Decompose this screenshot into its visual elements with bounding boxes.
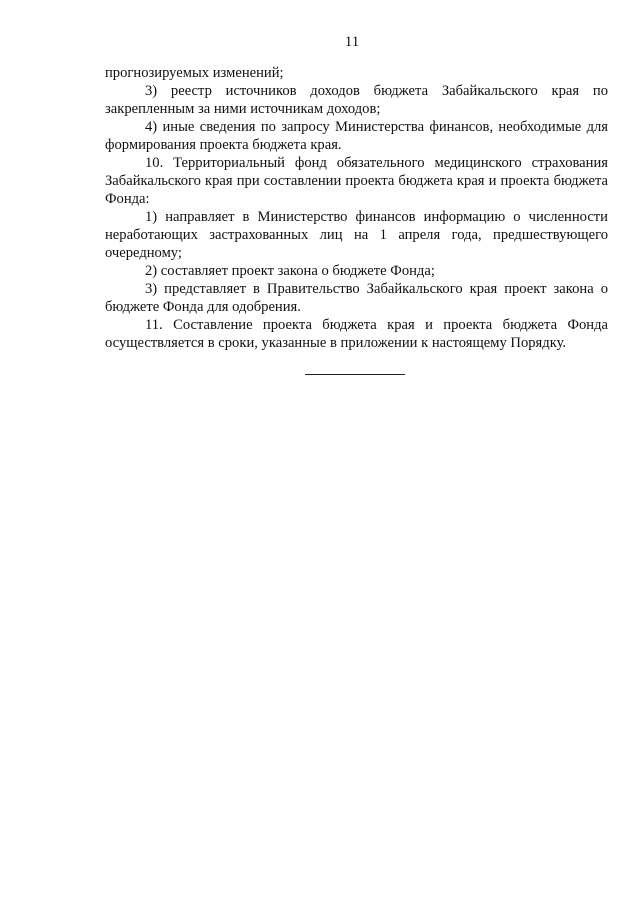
end-separator-line xyxy=(305,374,405,375)
paragraph-item-3-revenue-registry: 3) реестр источников доходов бюджета Забайкальского края по закрепленным за ними источникам доходов; xyxy=(105,83,608,117)
paragraph-section-10: 10. Территориальный фонд обязательного медицинского страхования Забайкальского края при составлении проекта бюджета края и проекта бюджета Фонда: xyxy=(105,155,608,207)
paragraph-item-2-drafts-law: 2) составляет проект закона о бюджете Фонда; xyxy=(145,263,435,279)
page-number: 11 xyxy=(344,34,360,50)
paragraph-item-1-sends-info: 1) направляет в Министерство финансов информацию о численности неработающих застрахованных лиц на 1 апреля года, предшествующего очередному; xyxy=(105,209,608,261)
paragraph-continuation: прогнозируемых изменений; xyxy=(105,65,284,81)
paragraph-item-4-other-info: 4) иные сведения по запросу Министерства финансов, необходимые для формирования проекта бюджета края. xyxy=(105,119,608,153)
paragraph-section-11: 11. Составление проекта бюджета края и проекта бюджета Фонда осуществляется в сроки, указанные в приложении к настоящему Порядку. xyxy=(105,317,608,351)
paragraph-item-3-submits-law: 3) представляет в Правительство Забайкальского края проект закона о бюджете Фонда для одобрения. xyxy=(105,281,608,315)
document-body xyxy=(105,64,608,352)
